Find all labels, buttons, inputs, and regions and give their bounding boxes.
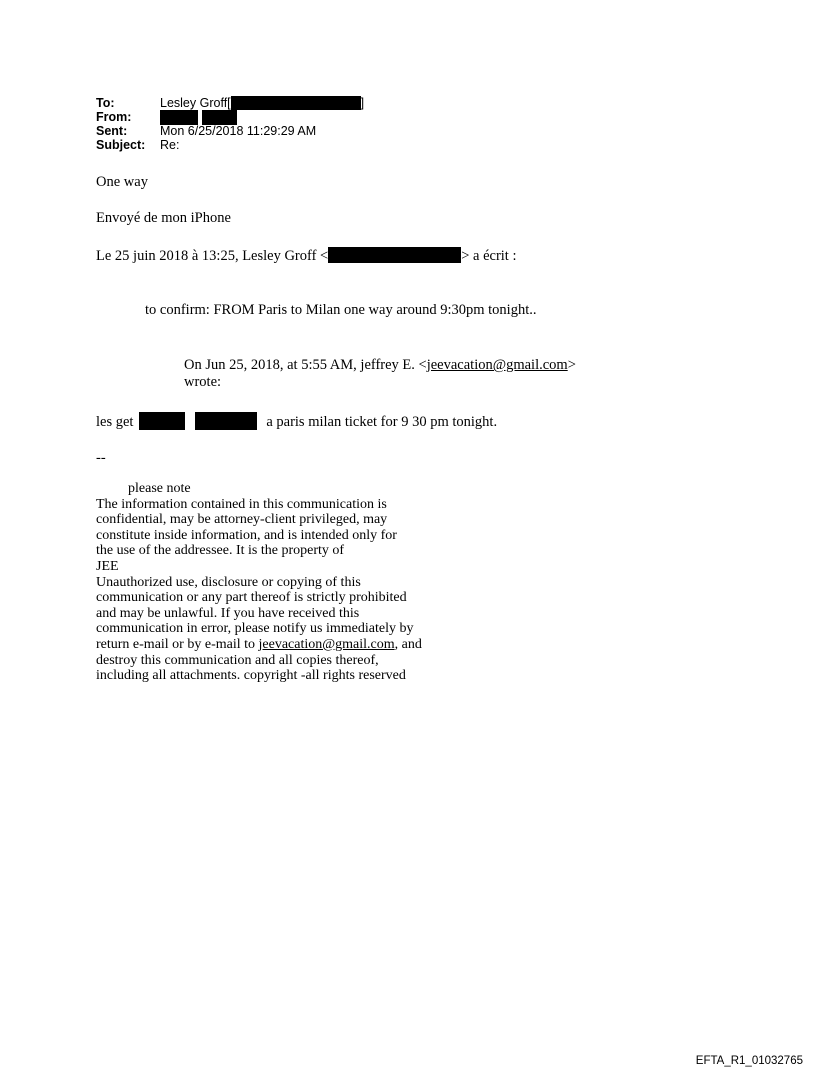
disclaimer-line: the use of the addressee. It is the property of	[96, 543, 345, 559]
quote-intro	[96, 247, 517, 265]
disclaimer-line: confidential, may be attorney-client privileged, may	[96, 512, 388, 528]
redaction-box	[139, 412, 185, 430]
on-line-post: >	[567, 357, 576, 373]
redaction-box	[328, 247, 461, 263]
please-note: please note	[128, 481, 191, 496]
from-row	[96, 110, 364, 124]
body-line-one-way: One way	[96, 174, 148, 190]
on-line-pre: On Jun 25, 2018, at 5:55 AM, jeffrey E. <	[184, 357, 427, 373]
quote-intro-pre: Le 25 juin 2018 à 13:25, Lesley Groff <	[96, 248, 329, 264]
disclaimer-line: communication in error, please notify us immediately by	[96, 621, 414, 637]
les-get-text: les get	[96, 414, 134, 430]
disclaimer-line: constitute inside information, and is intended only for	[96, 527, 397, 543]
to-label: To:	[96, 96, 115, 110]
email-link[interactable]: jeevacation@gmail.com	[426, 357, 568, 373]
subject-row	[96, 138, 364, 152]
redaction-box	[195, 412, 257, 430]
subject-label: Subject:	[96, 138, 146, 152]
disclaimer-line: communication or any part thereof is strictly prohibited	[96, 590, 407, 606]
subject-value: Re:	[160, 138, 180, 152]
disclaimer-line: destroy this communication and all copies thereof,	[96, 652, 379, 668]
on-line	[184, 357, 576, 374]
disclaimer-line: and may be unlawful. If you have received this	[96, 605, 360, 621]
disclaimer	[96, 481, 422, 684]
document-id: EFTA_R1_01032765	[695, 1055, 803, 1067]
to-value: Lesley Groff[	[160, 96, 231, 110]
disclaimer-line: including all attachments. copyright -all rights reserved	[96, 668, 406, 684]
redaction-box	[202, 110, 237, 125]
email-link[interactable]: jeevacation@gmail.com	[258, 636, 395, 652]
confirm-line: to confirm: FROM Paris to Milan one way around 9:30pm tonight..	[145, 302, 537, 318]
wrote-line: wrote:	[184, 374, 222, 390]
sent-row	[96, 124, 364, 138]
sent-label: Sent:	[96, 124, 128, 138]
disclaimer-text: return e-mail or by e-mail to	[96, 636, 259, 652]
disclaimer-line	[96, 637, 422, 653]
from-label: From:	[96, 110, 132, 124]
redaction-box	[160, 110, 198, 125]
to-row	[96, 96, 364, 110]
disclaimer-line: The information contained in this communication is	[96, 496, 387, 512]
ticket-line	[96, 412, 497, 431]
disclaimer-line: Unauthorized use, disclosure or copying of this	[96, 574, 361, 590]
separator: --	[96, 450, 106, 466]
to-tail: ]	[360, 96, 365, 110]
email-header	[96, 96, 364, 152]
disclaimer-text: , and	[394, 636, 422, 652]
disclaimer-line: JEE	[96, 558, 119, 574]
quote-intro-post: > a écrit :	[461, 248, 517, 264]
redaction-box	[231, 96, 361, 110]
body-signature: Envoyé de mon iPhone	[96, 210, 231, 226]
sent-value: Mon 6/25/2018 11:29:29 AM	[160, 124, 317, 138]
ticket-text: a paris milan ticket for 9 30 pm tonight.	[266, 414, 498, 430]
